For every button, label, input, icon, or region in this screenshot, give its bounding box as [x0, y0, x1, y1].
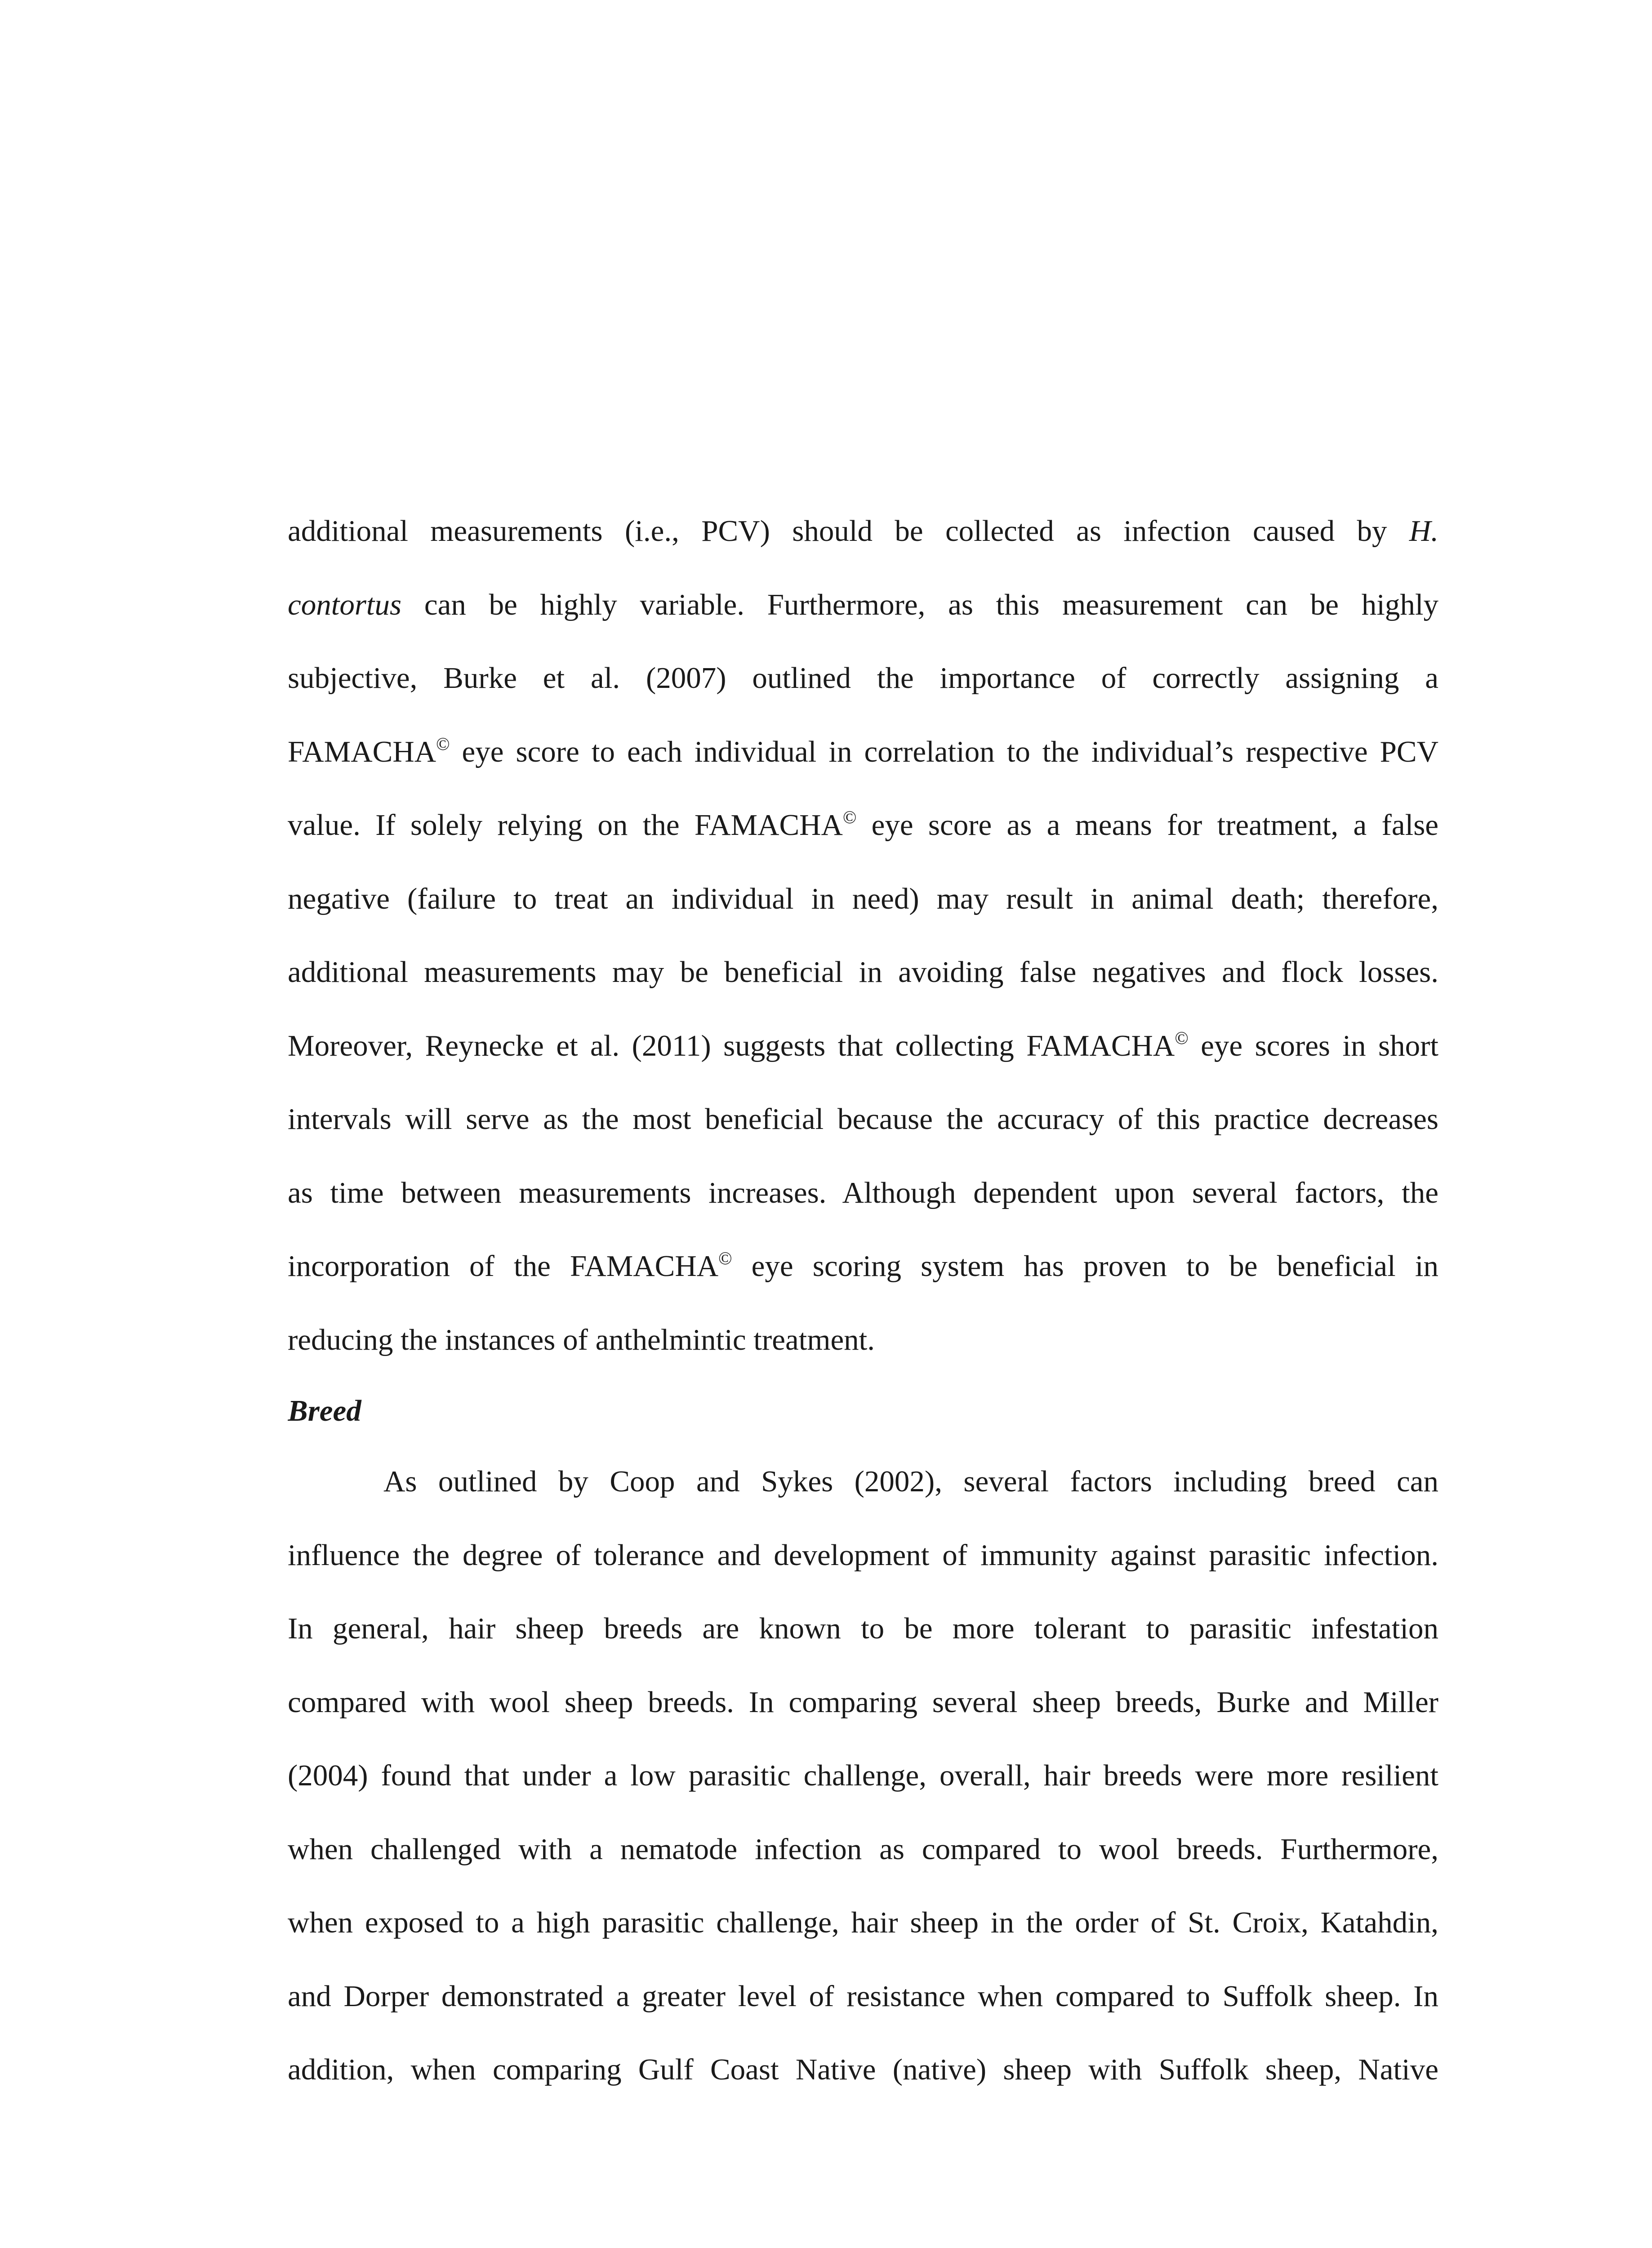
text-line: [288, 1886, 1438, 1960]
copyright-superscript: ©: [842, 807, 857, 827]
text-run: value. If solely relying on the FAMACHA: [288, 808, 843, 842]
text-run: Moreover, Reynecke et al. (2011) suggests that collecting FAMACHA: [288, 1029, 1175, 1062]
text-line: [288, 2033, 1438, 2107]
text-line: [288, 1519, 1438, 1592]
text-run: eye scores in short: [1201, 1029, 1438, 1062]
text-line: [288, 789, 1438, 862]
text-run: influence the degree of tolerance and development of immunity against parasitic infection.: [288, 1538, 1438, 1572]
body-text: [288, 495, 1438, 2107]
copyright-superscript: ©: [718, 1248, 732, 1268]
text-run: compared with wool sheep breeds. In comparing several sheep breeds, Burke and Miller: [288, 1685, 1438, 1719]
text-run: reducing the instances of anthelmintic treatment.: [288, 1323, 875, 1356]
text-run: In general, hair sheep breeds are known to be more tolerant to parasitic infestation: [288, 1612, 1438, 1645]
text-run: incorporation of the FAMACHA: [288, 1249, 719, 1283]
copyright-superscript: ©: [436, 733, 450, 754]
text-run: As outlined by Coop and Sykes (2002), several factors including breed can: [383, 1465, 1438, 1498]
text-run: eye score as a means for treatment, a false: [871, 808, 1438, 842]
text-run: eye scoring system has proven to be beneficial in: [751, 1249, 1438, 1283]
text-line: [288, 1083, 1438, 1156]
text-line: [288, 1960, 1438, 2034]
text-line: [288, 1303, 1438, 1377]
text-line: [288, 1666, 1438, 1740]
text-line: [288, 495, 1438, 568]
text-run: intervals will serve as the most beneficial because the accuracy of this practice decreases: [288, 1102, 1438, 1136]
text-line: [288, 642, 1438, 715]
text-run: additional measurements may be beneficial in avoiding false negatives and flock losses.: [288, 955, 1438, 989]
text-line: [288, 1813, 1438, 1887]
section-heading: Breed: [288, 1394, 361, 1427]
text-run: as time between measurements increases. Although dependent upon several factors, the: [288, 1176, 1438, 1209]
text-run: addition, when comparing Gulf Coast Native (native) sheep with Suffolk sheep, Native: [288, 2053, 1438, 2086]
species-name-italic: contortus: [288, 588, 402, 621]
text-line: [288, 1230, 1438, 1303]
text-run: subjective, Burke et al. (2007) outlined the importance of correctly assigning a: [288, 661, 1438, 695]
text-run: when challenged with a nematode infection as compared to wool breeds. Furthermore,: [288, 1832, 1438, 1866]
species-name-italic: H.: [1409, 514, 1438, 548]
text-line: [288, 1445, 1438, 1519]
text-line: [288, 568, 1438, 642]
text-line: [288, 862, 1438, 936]
text-run: negative (failure to treat an individual in need) may result in animal death; therefore,: [288, 882, 1438, 915]
text-line: [288, 715, 1438, 789]
text-run: and Dorper demonstrated a greater level of resistance when compared to Suffolk sheep. In: [288, 1979, 1438, 2013]
text-line: [288, 1592, 1438, 1666]
text-run: (2004) found that under a low parasitic challenge, overall, hair breeds were more resilient: [288, 1759, 1438, 1792]
text-line: [288, 1009, 1438, 1083]
text-run: when exposed to a high parasitic challenge, hair sheep in the order of St. Croix, Katahdin,: [288, 1906, 1438, 1939]
text-run: additional measurements (i.e., PCV) should be collected as infection caused by: [288, 514, 1387, 548]
text-line: [288, 936, 1438, 1009]
text-run: eye score to each individual in correlation to the individual’s respective PCV: [462, 735, 1438, 768]
text-line: [288, 1739, 1438, 1813]
copyright-superscript: ©: [1175, 1027, 1189, 1048]
text-run: can be highly variable. Furthermore, as this measurement can be highly: [424, 588, 1438, 621]
text-line: [288, 1156, 1438, 1230]
text-run: FAMACHA: [288, 735, 436, 768]
